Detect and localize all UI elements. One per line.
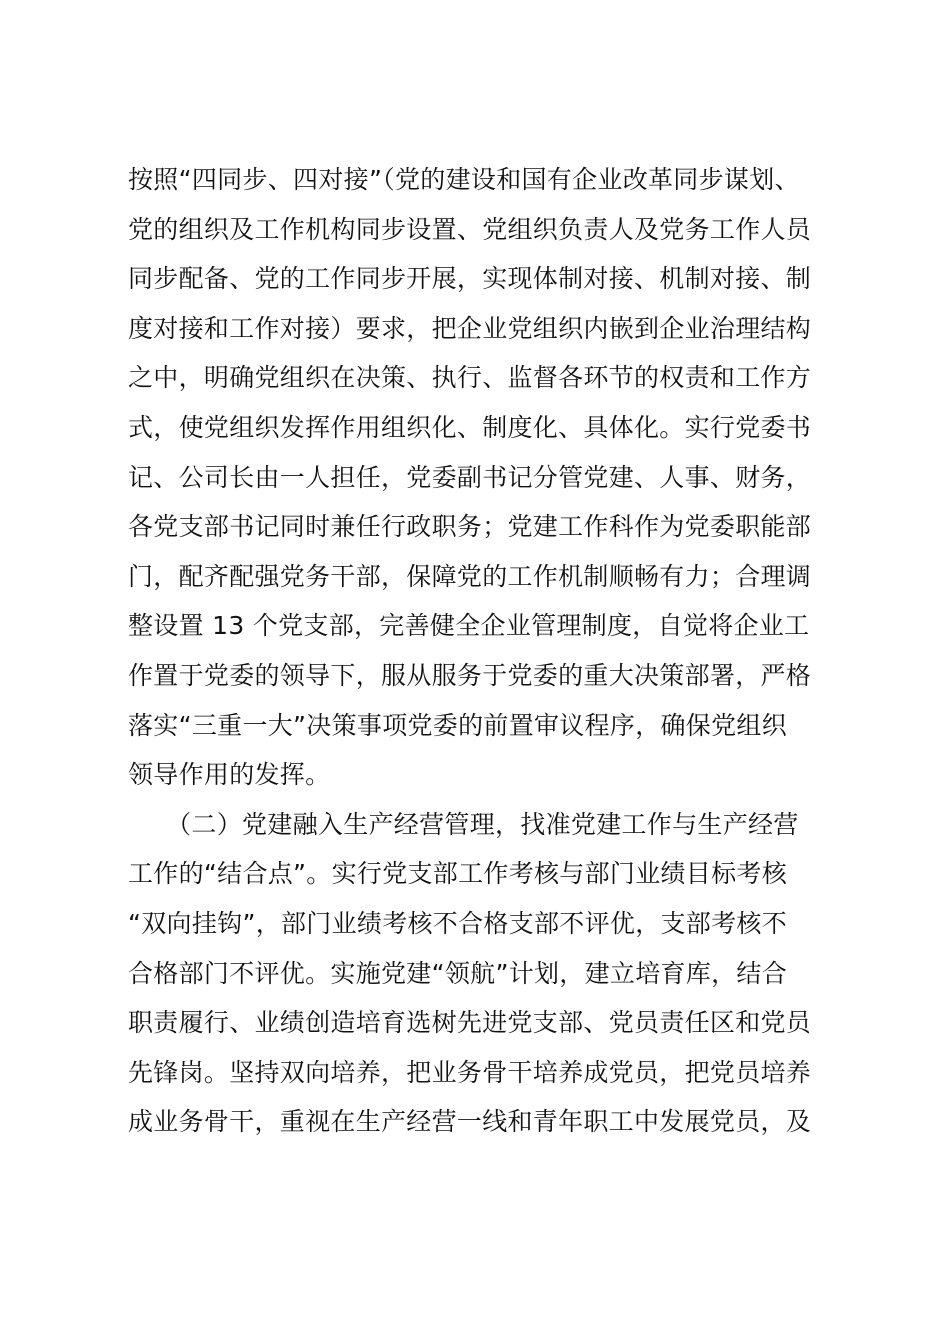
text-line: 党的组织及工作机构同步设置、党组织负责人及党务工作人员 (128, 214, 812, 244)
text-line: 作置于党委的领导下，服从服务于党委的重大决策部署，严格 (128, 660, 812, 690)
body-text (128, 155, 838, 1147)
text-line: 落实“三重一大”决策事项党委的前置审议程序，确保党组织 (128, 710, 788, 740)
text-line: “双向挂钩”，部门业绩考核不合格支部不评优，支部考核不 (128, 908, 788, 938)
text-line: 工作的“结合点”。实行党支部工作考核与部门业绩目标考核 (128, 859, 788, 889)
text-line: 记、公司长由一人担任，党委副书记分管党建、人事、财务， (128, 462, 812, 492)
text-line: 按照“四同步、四对接”（党的建设和国有企业改革同步谋划、 (128, 165, 800, 194)
text-line: 合格部门不评优。实施党建“领航”计划，建立培育库，结合 (128, 958, 788, 988)
text-line: 门，配齐配强党务干部，保障党的工作机制顺畅有力；合理调 (128, 561, 812, 591)
text-line: 整设置 13 个党支部，完善健全企业管理制度，自觉将企业工 (128, 611, 810, 641)
text-line: 各党支部书记同时兼任行政职务；党建工作科作为党委职能部 (128, 512, 812, 542)
text-line: 先锋岗。坚持双向培养，把业务骨干培养成党员，把党员培养 (128, 1057, 812, 1087)
text-line: 同步配备、党的工作同步开展，实现体制对接、机制对接、制 (128, 264, 812, 294)
text-line: （二）党建融入生产经营管理，找准党建工作与生产经营 (128, 809, 799, 839)
text-line: 度对接和工作对接）要求，把企业党组织内嵌到企业治理结构 (128, 313, 812, 343)
text-line: 式，使党组织发挥作用组织化、制度化、具体化。实行党委书 (128, 412, 812, 442)
text-line: 职责履行、业绩创造培育选树先进党支部、党员责任区和党员 (128, 1008, 812, 1038)
text-line: 之中，明确党组织在决策、执行、监督各环节的权责和工作方 (128, 363, 812, 393)
text-line: 成业务骨干，重视在生产经营一线和青年职工中发展党员，及 (128, 1107, 812, 1137)
text-line: 领导作用的发挥。 (128, 760, 331, 790)
